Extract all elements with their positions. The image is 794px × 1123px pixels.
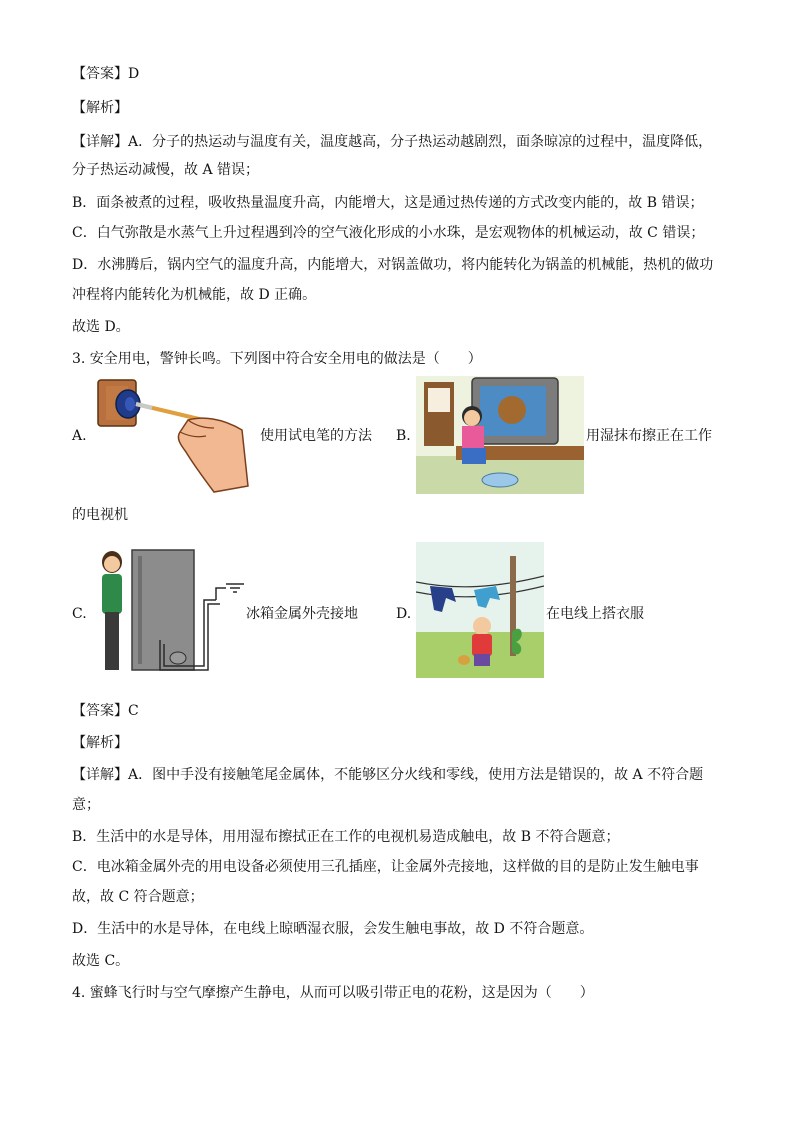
option-d-explanation: D．水沸腾后，锅内空气的温度升高，内能增大，对锅盖做功，将内能转化为锅盖的机械能，热机的做功 bbox=[72, 257, 714, 273]
option-d-letter: D. bbox=[396, 606, 412, 622]
question-4-text: 4. 蜜蜂飞行时与空气摩擦产生静电，从而可以吸引带正电的花粉，这是因为（ ） bbox=[72, 985, 594, 1001]
option-c-explanation: C．白气弥散是水蒸气上升过程遇到冷的空气液化形成的小水珠，是宏观物体的机械运动，故 C 错误； bbox=[72, 225, 705, 241]
option-c-explanation: 故，故 C 符合题意； bbox=[72, 889, 204, 905]
answer-tag: 【答案】 bbox=[72, 66, 128, 82]
analysis-tag: 【解析】 bbox=[72, 100, 128, 116]
analysis-tag: 【解析】 bbox=[72, 735, 128, 751]
option-b-caption-continuation: 的电视机 bbox=[72, 507, 128, 523]
answer-value: D bbox=[128, 66, 140, 82]
conclusion: 故选 C。 bbox=[72, 953, 130, 969]
answer-line-q2 bbox=[72, 64, 139, 84]
detail-line: 意； bbox=[72, 797, 100, 813]
detail-line: 【详解】A．分子的热运动与温度有关，温度越高，分子热运动越剧烈，面条晾凉的过程中，温度降低， bbox=[72, 134, 713, 150]
answer-line-q3 bbox=[72, 701, 139, 721]
fridge-ground-image bbox=[92, 548, 248, 676]
option-c-caption: 冰箱金属外壳接地 bbox=[246, 606, 358, 622]
answer-tag: 【答案】 bbox=[72, 703, 128, 719]
option-c-explanation: C．电冰箱金属外壳的用电设备必须使用三孔插座，让金属外壳接地，这样做的目的是防止发生触电事 bbox=[72, 859, 699, 875]
test-pen-image bbox=[92, 376, 252, 496]
option-a-caption: 使用试电笔的方法 bbox=[260, 428, 372, 444]
clothes-on-wire-image bbox=[416, 542, 544, 678]
detail-line: 【详解】A．图中手没有接触笔尾金属体，不能够区分火线和零线，使用方法是错误的，故 A 不符合题 bbox=[72, 767, 704, 783]
option-c-letter: C. bbox=[72, 606, 87, 622]
option-b-explanation: B．生活中的水是导体，用用湿布擦拭正在工作的电视机易造成触电，故 B 不符合题意； bbox=[72, 829, 620, 845]
detail-line: 分子热运动减慢，故 A 错误； bbox=[72, 162, 260, 178]
conclusion: 故选 D。 bbox=[72, 319, 130, 335]
option-b-letter: B. bbox=[396, 428, 411, 444]
option-d-explanation: D．生活中的水是导体，在电线上晾晒湿衣服，会发生触电事故，故 D 不符合题意。 bbox=[72, 921, 594, 937]
option-a-letter: A. bbox=[72, 428, 87, 444]
option-d-explanation: 冲程将内能转化为机械能，故 D 正确。 bbox=[72, 287, 317, 303]
question-3-text: 3. 安全用电，警钟长鸣。下列图中符合安全用电的做法是（ ） bbox=[72, 351, 482, 367]
option-b-explanation: B．面条被煮的过程，吸收热量温度升高，内能增大，这是通过热传递的方式改变内能的，故 B 错误； bbox=[72, 195, 704, 211]
option-b-caption: 用湿抹布擦正在工作 bbox=[586, 428, 712, 444]
answer-value: C bbox=[128, 703, 139, 719]
option-d-caption: 在电线上搭衣服 bbox=[546, 606, 644, 622]
wet-cloth-tv-image bbox=[416, 376, 584, 494]
